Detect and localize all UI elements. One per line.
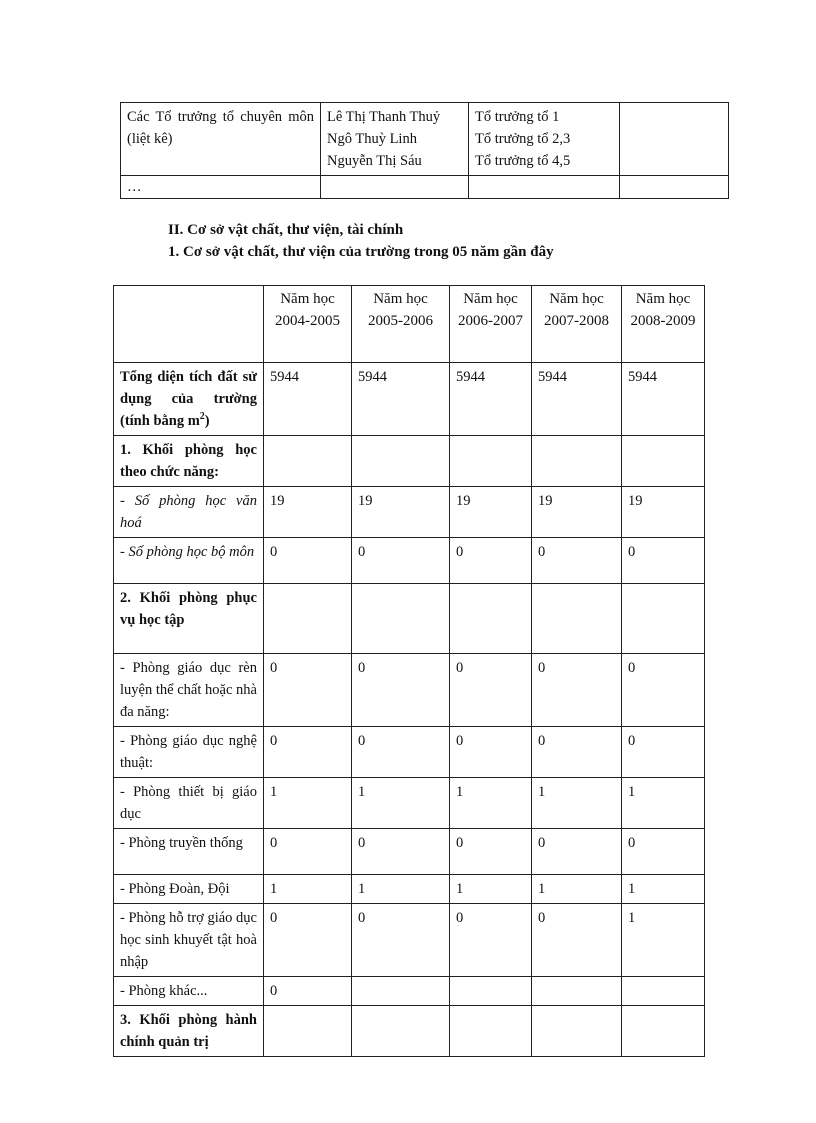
value-cell: 1 — [450, 875, 532, 904]
value-cell: 5944 — [532, 363, 622, 436]
value-cell: 0 — [622, 829, 705, 875]
table-row — [114, 778, 705, 829]
value-cell: 0 — [450, 538, 532, 584]
value-cell — [450, 977, 532, 1006]
value-cell: 5944 — [264, 363, 352, 436]
value-cell: 0 — [622, 727, 705, 778]
row-label-text: - Phòng thiết bị giáo dục — [120, 784, 257, 822]
table-row — [114, 487, 705, 538]
row-label — [114, 904, 264, 977]
value-cell: 0 — [264, 829, 352, 875]
row-label-text: 1. Khối phòng học theo chức năng: — [120, 442, 257, 480]
value-cell: 5944 — [450, 363, 532, 436]
value-cell: 1 — [622, 904, 705, 977]
value-cell — [352, 436, 450, 487]
committee-role: Tổ trưởng tổ 1 — [475, 109, 560, 125]
table-row — [114, 436, 705, 487]
value-cell: 0 — [532, 538, 622, 584]
empty-cell — [620, 176, 729, 199]
row-label-text: - Phòng giáo dục nghệ thuật: — [120, 733, 257, 771]
value-cell: 0 — [622, 538, 705, 584]
value-cell — [450, 584, 532, 654]
row-label — [114, 829, 264, 875]
value-cell — [264, 1006, 352, 1057]
row-label-tail: ) — [204, 413, 210, 429]
row-label-text: - Số phòng học bộ môn — [120, 544, 255, 560]
row-label — [114, 584, 264, 654]
empty-cell — [321, 176, 469, 199]
value-cell: 1 — [622, 778, 705, 829]
value-cell: 0 — [352, 654, 450, 727]
value-cell: 0 — [450, 654, 532, 727]
row-label-text: 2. Khối phòng phục vụ học tập — [120, 590, 257, 628]
row-label — [114, 654, 264, 727]
value-cell: 5944 — [622, 363, 705, 436]
value-cell: 1 — [352, 875, 450, 904]
row-label — [114, 727, 264, 778]
value-cell — [352, 1006, 450, 1057]
value-cell — [450, 436, 532, 487]
value-cell — [622, 436, 705, 487]
value-cell: 1 — [622, 875, 705, 904]
committee-name: Lê Thị Thanh Thuỷ — [327, 109, 441, 125]
committee-role: Tổ trưởng tổ 4,5 — [475, 153, 571, 169]
value-cell: 0 — [264, 654, 352, 727]
value-cell: 1 — [264, 875, 352, 904]
row-label — [114, 538, 264, 584]
subsection-heading: 1. Cơ sở vật chất, thư viện của trường trong 05 năm gần đây — [168, 244, 554, 260]
value-cell — [532, 1006, 622, 1057]
unit-superscript: 2 — [199, 411, 205, 423]
table-row — [114, 727, 705, 778]
table-row — [114, 829, 705, 875]
table-row — [121, 176, 729, 199]
value-cell: 0 — [450, 727, 532, 778]
table-row — [114, 875, 705, 904]
value-cell: 0 — [352, 538, 450, 584]
row-label-text: Tổng diện tích đất sử dụng của trường (tính bằng m — [120, 369, 257, 429]
committee-name: Ngô Thuỳ Linh — [327, 131, 417, 147]
row-label-text: - Số phòng học văn hoá — [120, 493, 257, 531]
value-cell — [264, 436, 352, 487]
year-header: Năm học 2008-2009 — [622, 286, 705, 363]
value-cell: 1 — [352, 778, 450, 829]
value-cell — [532, 436, 622, 487]
ellipsis-cell: … — [121, 176, 321, 199]
value-cell: 0 — [450, 904, 532, 977]
value-cell — [532, 584, 622, 654]
value-cell: 1 — [532, 875, 622, 904]
committee-note-cell — [620, 103, 729, 176]
table-row — [121, 103, 729, 176]
committee-name: Nguyễn Thị Sáu — [327, 153, 422, 169]
table-header-row — [114, 286, 705, 363]
table-row — [114, 538, 705, 584]
value-cell: 19 — [264, 487, 352, 538]
row-label — [114, 875, 264, 904]
year-header: Năm học 2006-2007 — [450, 286, 532, 363]
row-label-text: - Phòng giáo dục rèn luyện thể chất hoặc nhà đa năng: — [120, 660, 257, 720]
row-label — [114, 778, 264, 829]
row-label-text: - Phòng hỗ trợ giáo dục học sinh khuyết tật hoà nhập — [120, 910, 257, 970]
row-label-text: 3. Khối phòng hành chính quản trị — [120, 1012, 257, 1050]
value-cell — [622, 1006, 705, 1057]
value-cell: 5944 — [352, 363, 450, 436]
value-cell: 0 — [450, 829, 532, 875]
value-cell — [622, 584, 705, 654]
value-cell — [264, 584, 352, 654]
header-blank-cell — [114, 286, 264, 363]
table-row — [114, 1006, 705, 1057]
value-cell — [352, 584, 450, 654]
row-label-text: - Phòng khác... — [120, 983, 208, 999]
value-cell: 0 — [352, 727, 450, 778]
facilities-table — [113, 285, 705, 1057]
value-cell: 0 — [352, 829, 450, 875]
committee-table — [120, 102, 729, 199]
value-cell: 0 — [532, 829, 622, 875]
table-row — [114, 904, 705, 977]
value-cell: 0 — [532, 727, 622, 778]
value-cell: 19 — [352, 487, 450, 538]
value-cell: 0 — [622, 654, 705, 727]
year-header: Năm học 2004-2005 — [264, 286, 352, 363]
value-cell: 1 — [450, 778, 532, 829]
committee-role: Tổ trưởng tổ 2,3 — [475, 131, 571, 147]
row-label-text: - Phòng Đoàn, Đội — [120, 881, 230, 897]
table-row — [114, 584, 705, 654]
table-row — [114, 977, 705, 1006]
value-cell: 0 — [264, 727, 352, 778]
table-row — [114, 654, 705, 727]
row-label — [114, 436, 264, 487]
value-cell — [622, 977, 705, 1006]
row-label — [114, 363, 264, 436]
value-cell: 0 — [264, 904, 352, 977]
value-cell: 0 — [532, 904, 622, 977]
value-cell — [450, 1006, 532, 1057]
value-cell: 0 — [264, 977, 352, 1006]
row-label — [114, 977, 264, 1006]
value-cell: 0 — [352, 904, 450, 977]
value-cell: 19 — [532, 487, 622, 538]
row-label-text: - Phòng truyền thống — [120, 835, 243, 851]
year-header: Năm học 2007-2008 — [532, 286, 622, 363]
value-cell — [352, 977, 450, 1006]
row-label — [114, 1006, 264, 1057]
year-header: Năm học 2005-2006 — [352, 286, 450, 363]
committee-names-cell — [321, 103, 469, 176]
value-cell: 19 — [450, 487, 532, 538]
value-cell — [532, 977, 622, 1006]
value-cell: 0 — [532, 654, 622, 727]
section-heading: II. Cơ sở vật chất, thư viện, tài chính — [168, 222, 404, 238]
committee-roles-cell — [469, 103, 620, 176]
value-cell: 1 — [532, 778, 622, 829]
value-cell: 0 — [264, 538, 352, 584]
value-cell: 1 — [264, 778, 352, 829]
table-row — [114, 363, 705, 436]
empty-cell — [469, 176, 620, 199]
value-cell: 19 — [622, 487, 705, 538]
committee-label-cell: Các Tổ trưởng tổ chuyên môn (liệt kê) — [121, 103, 321, 176]
row-label — [114, 487, 264, 538]
